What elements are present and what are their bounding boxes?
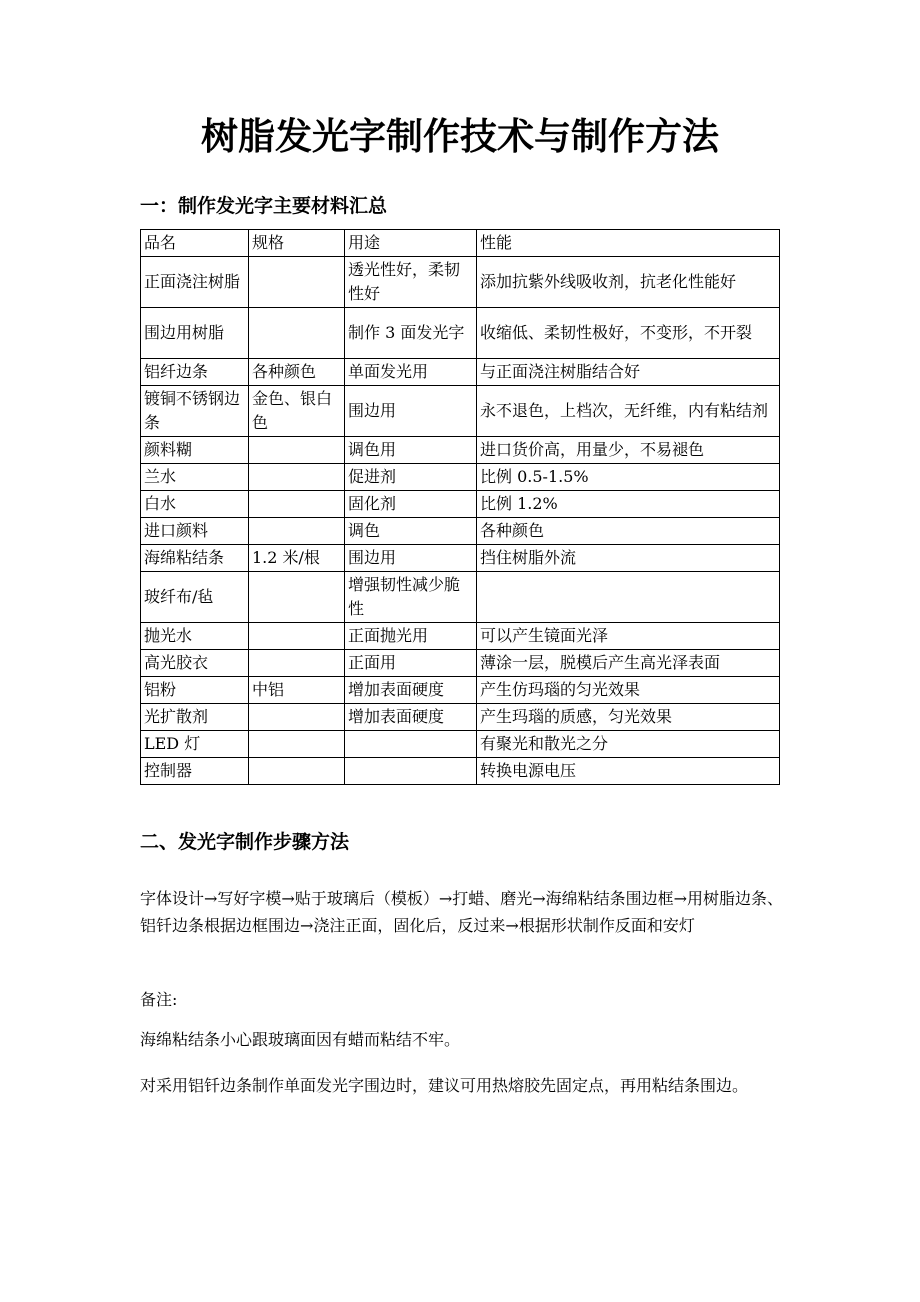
materials-table <box>140 229 780 785</box>
table-row <box>141 437 780 464</box>
cell-name: 控制器 <box>141 758 249 785</box>
cell-usage: 制作 3 面发光字 <box>345 308 477 359</box>
cell-performance: 比例 0.5-1.5% <box>477 464 780 491</box>
cell-spec: 1.2 米/根 <box>249 545 345 572</box>
cell-spec <box>249 731 345 758</box>
cell-performance: 收缩低、柔韧性极好，不变形，不开裂 <box>477 308 780 359</box>
table-row <box>141 386 780 437</box>
cell-performance: 产生玛瑙的质感，匀光效果 <box>477 704 780 731</box>
cell-usage: 透光性好，柔韧性好 <box>345 257 477 308</box>
note-item: 海绵粘结条小心跟玻璃面因有蜡而粘结不牢。 <box>140 1030 461 1049</box>
cell-performance: 可以产生镜面光泽 <box>477 623 780 650</box>
cell-spec: 金色、银白色 <box>249 386 345 437</box>
cell-performance: 进口货价高，用量少，不易褪色 <box>477 437 780 464</box>
table-row <box>141 491 780 518</box>
cell-name: 抛光水 <box>141 623 249 650</box>
column-header-spec: 规格 <box>249 230 345 257</box>
cell-usage: 围边用 <box>345 386 477 437</box>
cell-usage: 固化剂 <box>345 491 477 518</box>
cell-name: 颜料糊 <box>141 437 249 464</box>
cell-performance: 薄涂一层，脱模后产生高光泽表面 <box>477 650 780 677</box>
column-header-name: 品名 <box>141 230 249 257</box>
steps-paragraph: 字体设计→写好字模→贴于玻璃后（模板）→打蜡、磨光→海绵粘结条围边框→用树脂边条、铝钎边条根据边框围边→浇注正面，固化后，反过来→根据形状制作反面和安灯 <box>140 889 784 935</box>
cell-spec <box>249 572 345 623</box>
cell-usage: 增强韧性减少脆性 <box>345 572 477 623</box>
cell-spec <box>249 623 345 650</box>
table-row <box>141 464 780 491</box>
cell-spec <box>249 758 345 785</box>
table-row <box>141 545 780 572</box>
cell-performance: 转换电源电压 <box>477 758 780 785</box>
table-row <box>141 359 780 386</box>
cell-name: 光扩散剂 <box>141 704 249 731</box>
table-row <box>141 257 780 308</box>
cell-spec <box>249 491 345 518</box>
cell-name: 高光胶衣 <box>141 650 249 677</box>
table-row <box>141 677 780 704</box>
cell-performance <box>477 572 780 623</box>
cell-name: 围边用树脂 <box>141 308 249 359</box>
cell-usage: 正面抛光用 <box>345 623 477 650</box>
cell-name: 海绵粘结条 <box>141 545 249 572</box>
cell-name: 正面浇注树脂 <box>141 257 249 308</box>
table-row <box>141 650 780 677</box>
cell-usage: 增加表面硬度 <box>345 677 477 704</box>
cell-spec <box>249 437 345 464</box>
cell-spec: 中铝 <box>249 677 345 704</box>
note-label: 备注: <box>140 990 178 1009</box>
cell-name: 进口颜料 <box>141 518 249 545</box>
column-header-usage: 用途 <box>345 230 477 257</box>
table-row <box>141 518 780 545</box>
note-item: 对采用铝钎边条制作单面发光字围边时，建议可用热熔胶先固定点，再用粘结条围边。 <box>140 1076 749 1095</box>
cell-name: 镀铜不锈钢边条 <box>141 386 249 437</box>
column-header-performance: 性能 <box>477 230 780 257</box>
table-row <box>141 704 780 731</box>
steps-section-heading: 二、发光字制作步骤方法 <box>140 831 350 853</box>
cell-usage <box>345 731 477 758</box>
cell-performance: 有聚光和散光之分 <box>477 731 780 758</box>
cell-usage: 调色 <box>345 518 477 545</box>
table-row <box>141 572 780 623</box>
cell-performance: 与正面浇注树脂结合好 <box>477 359 780 386</box>
cell-performance: 各种颜色 <box>477 518 780 545</box>
table-header-row <box>141 230 780 257</box>
cell-usage: 增加表面硬度 <box>345 704 477 731</box>
cell-usage: 正面用 <box>345 650 477 677</box>
cell-usage: 单面发光用 <box>345 359 477 386</box>
cell-spec <box>249 518 345 545</box>
cell-usage <box>345 758 477 785</box>
table-row <box>141 758 780 785</box>
page-title: 树脂发光字制作技术与制作方法 <box>201 115 719 158</box>
cell-usage: 促进剂 <box>345 464 477 491</box>
cell-name: 铝纤边条 <box>141 359 249 386</box>
cell-name: 铝粉 <box>141 677 249 704</box>
cell-performance: 永不退色，上档次，无纤维，内有粘结剂 <box>477 386 780 437</box>
cell-usage: 围边用 <box>345 545 477 572</box>
cell-spec <box>249 464 345 491</box>
cell-spec <box>249 257 345 308</box>
cell-usage: 调色用 <box>345 437 477 464</box>
cell-performance: 添加抗紫外线吸收剂，抗老化性能好 <box>477 257 780 308</box>
cell-spec: 各种颜色 <box>249 359 345 386</box>
cell-performance: 挡住树脂外流 <box>477 545 780 572</box>
cell-name: 玻纤布/毡 <box>141 572 249 623</box>
cell-spec <box>249 650 345 677</box>
cell-performance: 比例 1.2% <box>477 491 780 518</box>
cell-name: LED 灯 <box>141 731 249 758</box>
cell-performance: 产生仿玛瑙的匀光效果 <box>477 677 780 704</box>
cell-spec <box>249 308 345 359</box>
table-row <box>141 308 780 359</box>
cell-name: 兰水 <box>141 464 249 491</box>
cell-spec <box>249 704 345 731</box>
materials-section-heading: 一：制作发光字主要材料汇总 <box>140 195 388 217</box>
cell-name: 白水 <box>141 491 249 518</box>
table-row <box>141 623 780 650</box>
table-row <box>141 731 780 758</box>
